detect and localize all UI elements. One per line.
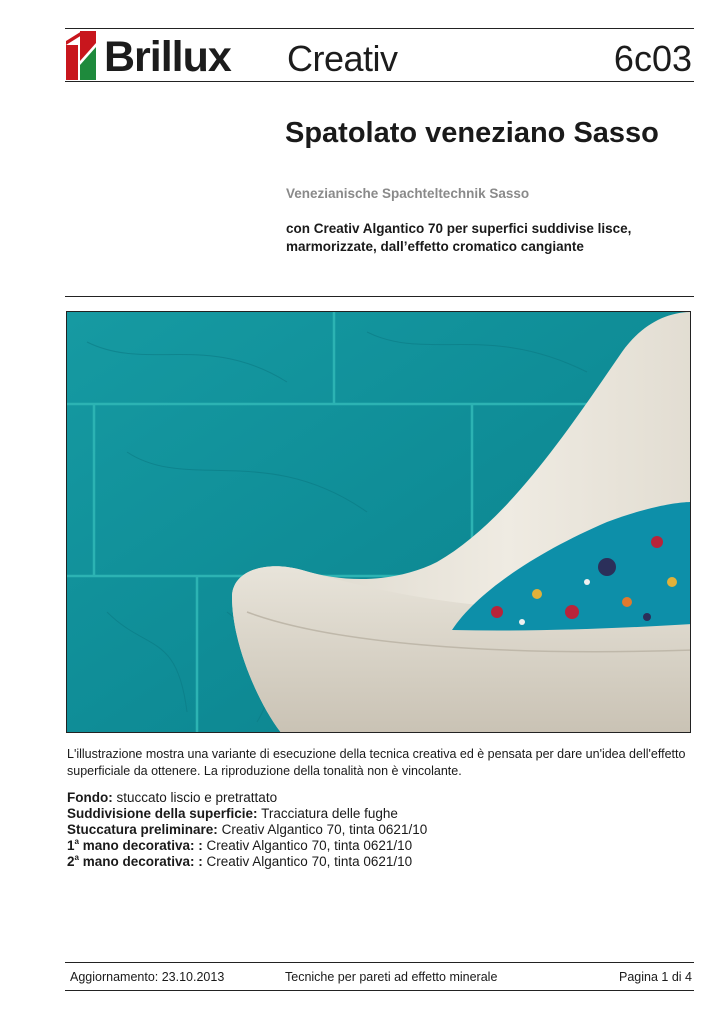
page-title: Spatolato veneziano Sasso bbox=[285, 117, 659, 149]
german-subtitle: Venezianische Spachteltechnik Sasso bbox=[286, 186, 530, 201]
finish-example-photo bbox=[66, 311, 691, 733]
specification-list bbox=[67, 790, 427, 870]
series-name: Creativ bbox=[287, 38, 398, 79]
footer-category: Tecniche per pareti ad effetto minerale bbox=[285, 970, 498, 984]
product-code: 6c03 bbox=[613, 38, 692, 79]
header-top-rule bbox=[65, 28, 694, 29]
footer-top-rule bbox=[65, 962, 694, 963]
spec-row-first-coat: 1$^a$ mano decorativa: : Creativ Algantico 70, tinta 0621/10 bbox=[67, 837, 413, 853]
spec-row-stuccatura: Stuccatura preliminare: Creativ Algantico 70, tinta 0621/10 bbox=[67, 822, 428, 837]
header-bottom-rule bbox=[65, 81, 694, 82]
product-description: con Creativ Algantico 70 per superfici suddivise lisce, marmorizzate, dall’effetto cromatico cangiante bbox=[286, 221, 632, 254]
brand-name: Brillux bbox=[104, 33, 231, 81]
spec-row-fondo: Fondo: stuccato liscio e pretrattato bbox=[67, 790, 278, 805]
spec-row-suddivisione: Suddivisione della superficie: Tracciatura delle fughe bbox=[67, 806, 398, 821]
footer-bottom-rule bbox=[65, 990, 694, 991]
page-number: Pagina 1 di 4 bbox=[619, 970, 692, 984]
photo-caption: L'illustrazione mostra una variante di esecuzione della tecnica creativa ed è pensata per dare un'idea dell'effetto superficiale da ottenere. La riproduzione della tonalità non è vincolante. bbox=[67, 747, 686, 778]
title-rule bbox=[65, 296, 694, 297]
spec-row-second-coat: 2$^a$ mano decorativa: : Creativ Algantico 70, tinta 0621/10 bbox=[67, 853, 413, 869]
update-date: Aggiornamento: 23.10.2013 bbox=[70, 970, 225, 984]
